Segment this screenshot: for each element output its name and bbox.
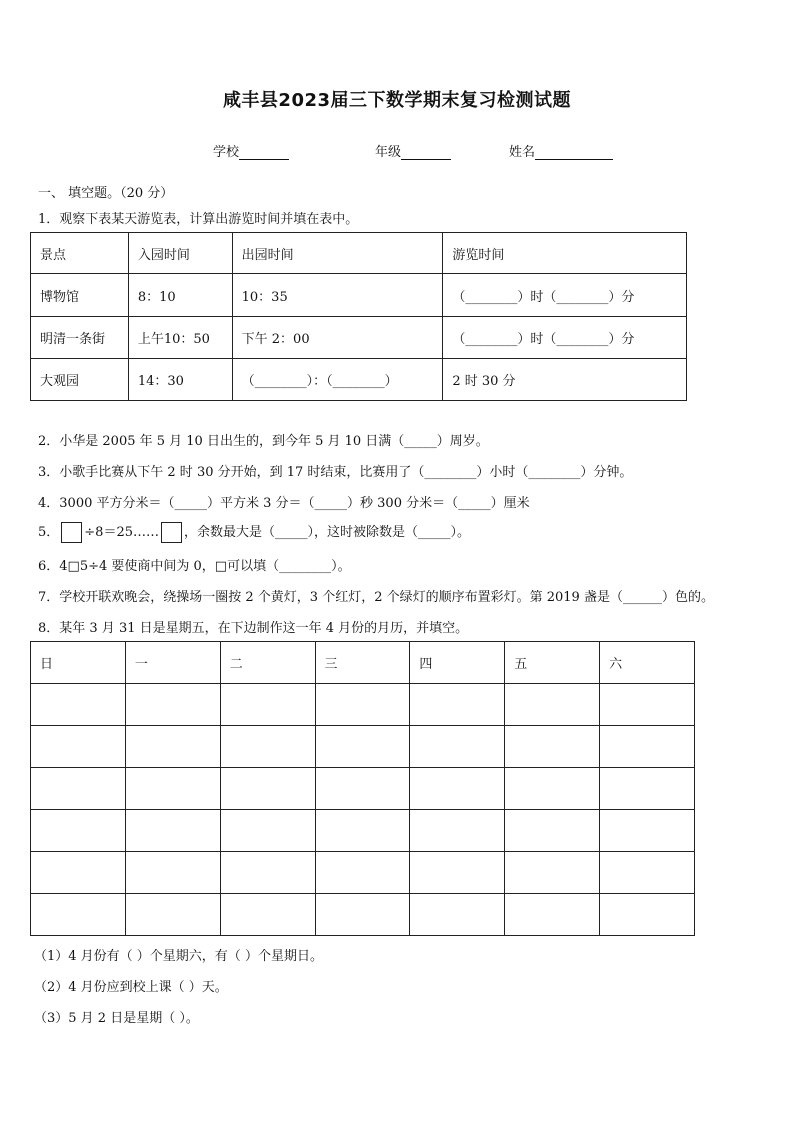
table-row [31,317,687,359]
calendar-cell[interactable] [125,726,220,768]
question-8: 8．某年 3 月 31 日是星期五，在下边制作这一年 4 月份的月历，并填空。 [38,621,469,636]
table-cell: 博物馆 [31,274,129,317]
answer-cell[interactable]: （________）时（________）分 [443,274,687,317]
remainder-box[interactable] [161,522,182,543]
question-6: 6．4□5÷4 要使商中间为 0，□可以填（________）。 [38,559,351,574]
table-header-row [31,233,687,274]
calendar-row [31,810,695,852]
calendar-cell[interactable] [505,726,600,768]
table-header-cell: 游览时间 [443,233,687,274]
table-cell: 8：10 [128,274,232,317]
question-3: 3．小歌手比赛从下午 2 时 30 分开始，到 17 时结束，比赛用了（________）小时（________）分钟。 [38,465,633,480]
calendar-cell[interactable] [600,768,695,810]
question-5 [38,521,470,543]
sub-question-3: （3）5 月 2 日是星期（ ）。 [34,1011,199,1026]
tour-table [30,232,687,401]
question-1: 1．观察下表某天游览表，计算出游览时间并填在表中。 [38,212,359,227]
table-cell: 明清一条街 [31,317,129,359]
question-4: 4．3000 平方分米＝（_____）平方米 3 分＝（_____）秒 300 分米＝（_____）厘米 [38,496,530,511]
calendar-cell[interactable] [31,684,126,726]
calendar-cell[interactable] [505,810,600,852]
calendar-cell[interactable] [125,684,220,726]
weekday-cell: 六 [600,642,695,684]
calendar-cell[interactable] [220,726,315,768]
question-2: 2．小华是 2005 年 5 月 10 日出生的，到今年 5 月 10 日满（_____）周岁。 [38,434,489,449]
calendar-cell[interactable] [600,726,695,768]
calendar-cell[interactable] [410,684,505,726]
grade-label: 年级 [375,145,402,160]
table-row [31,274,687,317]
page-title: 咸丰县2023届三下数学期末复习检测试题 [222,90,572,111]
name-field [509,141,613,160]
table-row [31,359,687,401]
calendar-cell[interactable] [31,810,126,852]
weekday-cell: 二 [220,642,315,684]
table-cell: 14：30 [128,359,232,401]
table-cell: 2 时 30 分 [443,359,687,401]
calendar-cell[interactable] [125,810,220,852]
calendar-cell[interactable] [31,852,126,894]
table-cell: 下午 2：00 [232,317,443,359]
table-cell: 上午10：50 [128,317,232,359]
calendar-cell[interactable] [505,894,600,936]
answer-cell[interactable]: （________）：（________） [232,359,443,401]
sub-question-2: （2）4 月份应到校上课（ ）天。 [34,980,228,995]
table-cell: 大观园 [31,359,129,401]
section-heading: 一、 填空题。（20 分） [38,186,174,201]
calendar-cell[interactable] [220,768,315,810]
name-blank[interactable] [535,145,613,160]
question-5-number: 5． [38,525,60,540]
calendar-cell[interactable] [505,852,600,894]
table-header-cell: 出园时间 [232,233,443,274]
calendar-cell[interactable] [31,894,126,936]
calendar-cell[interactable] [220,894,315,936]
question-5-tail: ，余数最大是（_____），这时被除数是（_____）。 [184,525,471,540]
calendar-cell[interactable] [31,768,126,810]
weekday-cell: 四 [410,642,505,684]
school-label: 学校 [213,145,240,160]
school-field [213,141,289,160]
table-header-cell: 入园时间 [128,233,232,274]
calendar-cell[interactable] [600,684,695,726]
table-cell: 10：35 [232,274,443,317]
question-7: 7．学校开联欢晚会，绕操场一圈按 2 个黄灯，3 个红灯，2 个绿灯的顺序布置彩灯。第 2019 盏是（______）色的。 [38,590,714,605]
calendar-cell[interactable] [600,852,695,894]
calendar-cell[interactable] [31,726,126,768]
calendar-cell[interactable] [410,894,505,936]
calendar-row [31,726,695,768]
calendar-cell[interactable] [315,894,410,936]
calendar-cell[interactable] [315,768,410,810]
calendar-cell[interactable] [315,852,410,894]
calendar-table [30,641,695,936]
calendar-cell[interactable] [315,726,410,768]
calendar-cell[interactable] [125,768,220,810]
weekday-cell: 五 [505,642,600,684]
calendar-cell[interactable] [600,894,695,936]
calendar-cell[interactable] [410,768,505,810]
calendar-cell[interactable] [315,810,410,852]
calendar-cell[interactable] [410,810,505,852]
weekday-cell: 日 [31,642,126,684]
calendar-cell[interactable] [125,894,220,936]
calendar-cell[interactable] [410,852,505,894]
calendar-cell[interactable] [125,852,220,894]
school-blank[interactable] [239,145,289,160]
calendar-row [31,768,695,810]
calendar-cell[interactable] [505,684,600,726]
calendar-cell[interactable] [600,810,695,852]
table-header-cell: 景点 [31,233,129,274]
calendar-cell[interactable] [315,684,410,726]
calendar-row [31,852,695,894]
calendar-cell[interactable] [220,684,315,726]
name-label: 姓名 [509,145,536,160]
grade-blank[interactable] [401,145,451,160]
grade-field [375,141,451,160]
calendar-cell[interactable] [410,726,505,768]
question-5-middle: ÷8＝25…… [84,525,159,540]
calendar-cell[interactable] [220,852,315,894]
calendar-row [31,684,695,726]
answer-cell[interactable]: （________）时（________）分 [443,317,687,359]
calendar-cell[interactable] [220,810,315,852]
weekday-cell: 一 [125,642,220,684]
dividend-box[interactable] [61,522,82,543]
calendar-header-row [31,642,695,684]
weekday-cell: 三 [315,642,410,684]
calendar-cell[interactable] [505,768,600,810]
sub-question-1: （1）4 月份有（ ）个星期六，有（ ）个星期日。 [34,949,323,964]
calendar-row [31,894,695,936]
